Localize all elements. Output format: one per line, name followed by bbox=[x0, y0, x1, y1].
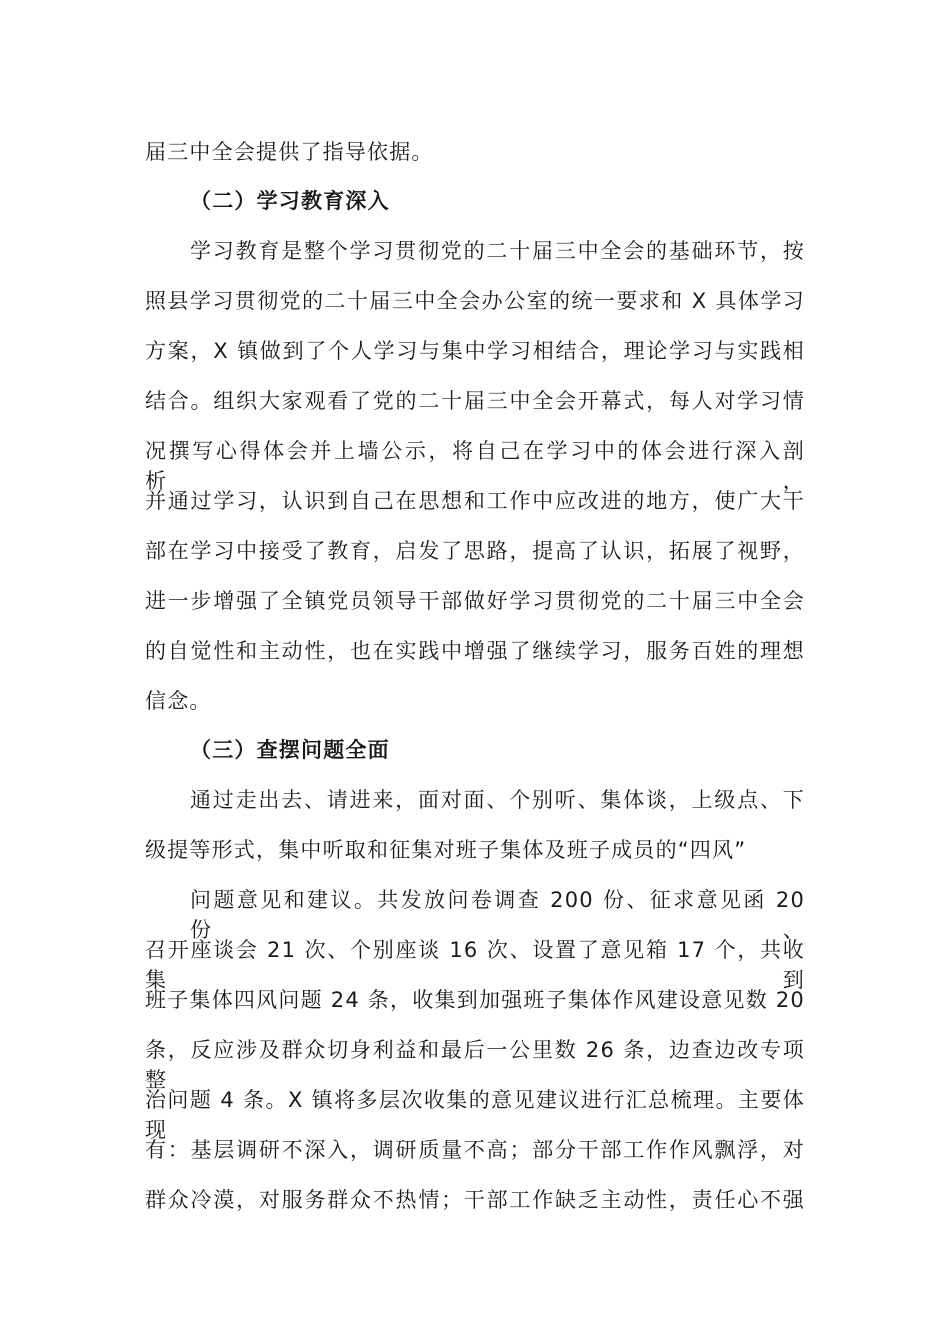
section-heading-study-education: （二）学习教育深入 bbox=[190, 189, 390, 213]
paragraph-line: 届三中全会提供了指导依据。 bbox=[145, 140, 434, 164]
paragraph-line: 条，反应涉及群众切身利益和最后一公里数 26 条，边查边改专项整 bbox=[145, 1038, 805, 1092]
paragraph-line: 并通过学习，认识到自己在思想和工作中应改进的地方，使广大干 bbox=[145, 489, 805, 513]
paragraph-line: 学习教育是整个学习贯彻党的二十届三中全会的基础环节，按 bbox=[190, 239, 805, 263]
paragraph-line: 群众冷漠，对服务群众不热情；干部工作缺乏主动性，责任心不强 bbox=[145, 1188, 805, 1212]
paragraph-line: 部在学习中接受了教育，启发了思路，提高了认识，拓展了视野， bbox=[145, 539, 805, 563]
paragraph-line: 进一步增强了全镇党员领导干部做好学习贯彻党的二十届三中全会 bbox=[145, 589, 805, 613]
paragraph-line: 方案，X 镇做到了个人学习与集中学习相结合，理论学习与实践相 bbox=[145, 339, 805, 363]
paragraph-line: 问题意见和建议。共发放问卷调查 200 份、征求意见函 20 份、 bbox=[190, 888, 805, 942]
paragraph-line: 信念。 bbox=[145, 689, 212, 713]
paragraph-line: 级提等形式，集中听取和征集对班子集体及班子成员的“四风” bbox=[145, 838, 747, 862]
paragraph-line: 有：基层调研不深入，调研质量不高；部分干部工作作风飘浮，对 bbox=[145, 1138, 805, 1162]
paragraph-line: 的自觉性和主动性，也在实践中增强了继续学习，服务百姓的理想 bbox=[145, 639, 805, 663]
paragraph-line: 结合。组织大家观看了党的二十届三中全会开幕式，每人对学习情 bbox=[145, 389, 805, 413]
paragraph-line: 治问题 4 条。X 镇将多层次收集的意见建议进行汇总梳理。主要体现 bbox=[145, 1088, 805, 1142]
paragraph-line: 通过走出去、请进来，面对面、个别听、集体谈，上级点、下 bbox=[190, 788, 805, 812]
paragraph-line: 照县学习贯彻党的二十届三中全会办公室的统一要求和 X 具体学习 bbox=[145, 289, 805, 313]
paragraph-line: 班子集体四风问题 24 条，收集到加强班子集体作风建设意见数 20 bbox=[145, 988, 805, 1012]
paragraph-line: 召开座谈会 21 次、个别座谈 16 次、设置了意见箱 17 个，共收集到 bbox=[145, 938, 805, 992]
section-heading-problem-finding: （三）查摆问题全面 bbox=[190, 738, 390, 762]
paragraph-line: 况撰写心得体会并上墙公示，将自己在学习中的体会进行深入剖析， bbox=[145, 439, 805, 493]
